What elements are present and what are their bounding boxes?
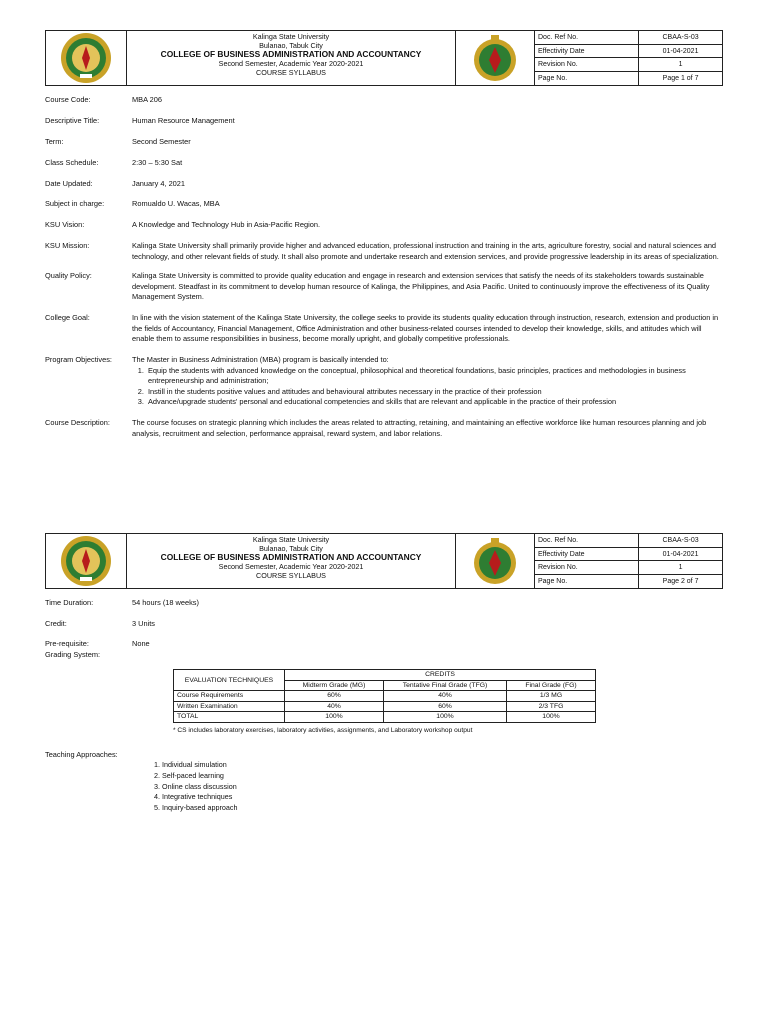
- course-code: MBA 206: [132, 95, 162, 104]
- mission-row: [45, 241, 725, 262]
- table-cell: 60%: [285, 691, 384, 702]
- teaching-approaches-list: [148, 760, 238, 814]
- table-header: EVALUATION TECHNIQUES: [174, 670, 285, 691]
- semester-line: Second Semester, Academic Year 2020-2021: [218, 562, 364, 571]
- table-header: Tentative Final Grade (TFG): [384, 680, 507, 691]
- meta-label: Effectivity Date: [535, 547, 639, 561]
- college-seal-icon: [472, 33, 518, 83]
- university-name: Kalinga State University: [252, 32, 330, 41]
- college-seal: [456, 31, 535, 85]
- table-cell: 100%: [384, 712, 507, 723]
- university-name: Kalinga State University: [252, 535, 330, 544]
- doc-meta-table: [535, 31, 722, 85]
- meta-value: 1: [639, 58, 722, 72]
- field-label: KSU Vision:: [45, 220, 85, 229]
- document-header: [45, 30, 723, 86]
- university-seal-left: [46, 534, 127, 588]
- page-number: Page 1 of 7: [639, 72, 722, 85]
- vision-row: [45, 220, 725, 231]
- term-row: [45, 137, 725, 148]
- college-seal: [456, 534, 535, 588]
- university-location: Bulanao, Tabuk City: [259, 41, 323, 50]
- grading-label-row: [45, 650, 725, 661]
- ksu-vision: A Knowledge and Technology Hub in Asia-Pacific Region.: [132, 220, 321, 229]
- list-item: 2. Instill in the students positive values and attitudes and behavioural attributes necessary in the practice of their profession: [146, 387, 725, 398]
- field-label: Credit:: [45, 619, 67, 628]
- table-row: [174, 691, 596, 702]
- field-label: Course Description:: [45, 418, 110, 427]
- list-item: 2. Self-paced learning: [162, 771, 238, 782]
- field-label: KSU Mission:: [45, 241, 90, 250]
- descriptive-title: Human Resource Management: [132, 116, 235, 125]
- ksu-seal-icon: [60, 32, 112, 84]
- table-cell: 40%: [285, 701, 384, 712]
- list-item: 1. Individual simulation: [162, 760, 238, 771]
- university-location: Bulanao, Tabuk City: [259, 544, 323, 553]
- college-name: COLLEGE OF BUSINESS ADMINISTRATION AND ACCOUNTANCY: [160, 552, 422, 562]
- table-cell: 2/3 TFG: [507, 701, 596, 712]
- meta-label: Page No.: [538, 578, 568, 586]
- teaching-label-row: [45, 750, 725, 761]
- subject-row: [45, 199, 725, 210]
- goal-row: [45, 313, 725, 345]
- header-title-block: [127, 534, 456, 588]
- table-cell: 60%: [384, 701, 507, 712]
- field-label: Term:: [45, 137, 64, 146]
- field-label: Date Updated:: [45, 179, 93, 188]
- field-label: Course Code:: [45, 95, 91, 104]
- course-code-row: [45, 95, 725, 106]
- doc-type: COURSE SYLLABUS: [256, 68, 326, 77]
- table-cell: 40%: [384, 691, 507, 702]
- description-row: [45, 418, 725, 439]
- field-label: Pre-requisite:: [45, 639, 89, 648]
- subject-in-charge: Romualdo U. Wacas, MBA: [132, 199, 220, 208]
- meta-label: Revision No.: [535, 58, 639, 72]
- quality-row: [45, 271, 725, 303]
- document-header: [45, 533, 723, 589]
- college-name: COLLEGE OF BUSINESS ADMINISTRATION AND ACCOUNTANCY: [160, 49, 422, 59]
- date-updated: January 4, 2021: [132, 179, 186, 188]
- duration-row: [45, 598, 725, 609]
- college-seal-icon: [472, 536, 518, 586]
- credit-row: [45, 619, 725, 630]
- table-header: CREDITS: [285, 670, 596, 681]
- course-description: The course focuses on strategic planning which includes the areas related to attracting, retaining, and maintaining an effective workforce like human resources planning and job analysis, recruitment and selection, performance appraisal, reward system, and labor relations.: [132, 418, 707, 438]
- title-row: [45, 116, 725, 127]
- doc-meta-table: [535, 534, 722, 588]
- credit: 3 Units: [132, 619, 156, 628]
- table-cell: 1/3 MG: [507, 691, 596, 702]
- updated-row: [45, 179, 725, 190]
- list-item: 4. Integrative techniques: [162, 792, 238, 803]
- grading-table: [173, 669, 596, 723]
- college-goal: In line with the vision statement of the Kalinga State University, the college seeks to provide its students quality education through instruction, research, extension and production in the fields of Accountancy, Financial Management, Office Administration and other business-related courses intended to develop their knowledge, skills, and attitudes which will enable them to assume responsibilities in business, become morally upright, and globally competitive professionals.: [132, 313, 719, 344]
- quality-policy: Kalinga State University is committed to provide quality education and engage in research and extension services that satisfy the needs of its stakeholders towards sustainable development. Steadfast in its commitment to develop human resource of Kalinga, the Philippines, and Asia Pacific. United to continuously improve the effectiveness of its Quality Management System.: [132, 271, 710, 302]
- field-label: Subject in charge:: [45, 199, 105, 208]
- schedule-row: [45, 158, 725, 169]
- list-item: 3. Advance/upgrade students' personal and educational competencies and skills that are relevant and applicable in the practice of their profession: [146, 397, 725, 408]
- table-header: Final Grade (FG): [507, 680, 596, 691]
- list-item: 5. Inquiry-based approach: [162, 803, 238, 814]
- prereq-row: [45, 639, 725, 650]
- meta-label: Doc. Ref No.: [535, 31, 639, 44]
- field-label: Descriptive Title:: [45, 116, 100, 125]
- university-seal-left: [46, 31, 127, 85]
- objectives-row: [45, 355, 725, 408]
- grading-note: * CS includes laboratory exercises, laboratory activities, assignments, and Laboratory workshop output: [173, 727, 473, 734]
- page-number: Page 2 of 7: [639, 575, 722, 588]
- list-item: 1. Equip the students with advanced knowledge on the conceptual, philosophical and theoretical foundations, basic principles, practices and methodologies in business entrepreneurship and administration;: [146, 366, 725, 387]
- field-label: Class Schedule:: [45, 158, 99, 167]
- field-label: Time Duration:: [45, 598, 94, 607]
- table-cell: TOTAL: [174, 712, 285, 723]
- table-row: [174, 712, 596, 723]
- ksu-seal-icon: [60, 535, 112, 587]
- table-cell: 100%: [507, 712, 596, 723]
- table-row: [174, 701, 596, 712]
- objectives-intro: The Master in Business Administration (MBA) program is basically intended to:: [132, 355, 389, 364]
- table-cell: 100%: [285, 712, 384, 723]
- meta-value: 01-04-2021: [639, 44, 722, 58]
- meta-value: CBAA-S-03: [639, 31, 722, 44]
- meta-label: Doc. Ref No.: [535, 534, 639, 547]
- term: Second Semester: [132, 137, 191, 146]
- list-item: 3. Online class discussion: [162, 782, 238, 793]
- field-label: Grading System:: [45, 650, 101, 659]
- doc-type: COURSE SYLLABUS: [256, 571, 326, 580]
- meta-value: 1: [639, 561, 722, 575]
- objectives-list: [132, 366, 725, 408]
- semester-line: Second Semester, Academic Year 2020-2021: [218, 59, 364, 68]
- meta-value: CBAA-S-03: [639, 534, 722, 547]
- table-cell: Written Examination: [174, 701, 285, 712]
- ksu-mission: Kalinga State University shall primarily provide higher and advanced education, professional instruction and training in the arts, agriculture forestry, social and natural sciences and technology, and other relevant fields of study. It shall also promote and undertake research and extension services, and provide progressive leadership in its areas of specialization.: [132, 241, 719, 261]
- field-label: College Goal:: [45, 313, 90, 322]
- pre-requisite: None: [132, 639, 150, 648]
- class-schedule: 2:30 – 5:30 Sat: [132, 158, 183, 167]
- meta-label: Page No.: [538, 75, 568, 83]
- program-objectives: [132, 355, 725, 408]
- meta-value: 01-04-2021: [639, 547, 722, 561]
- header-title-block: [127, 31, 456, 85]
- meta-label: Effectivity Date: [535, 44, 639, 58]
- time-duration: 54 hours (18 weeks): [132, 598, 199, 607]
- field-label: Teaching Approaches:: [45, 750, 118, 759]
- meta-label: Revision No.: [535, 561, 639, 575]
- field-label: Quality Policy:: [45, 271, 92, 280]
- table-cell: Course Requirements: [174, 691, 285, 702]
- table-header: Midterm Grade (MG): [285, 680, 384, 691]
- field-label: Program Objectives:: [45, 355, 112, 364]
